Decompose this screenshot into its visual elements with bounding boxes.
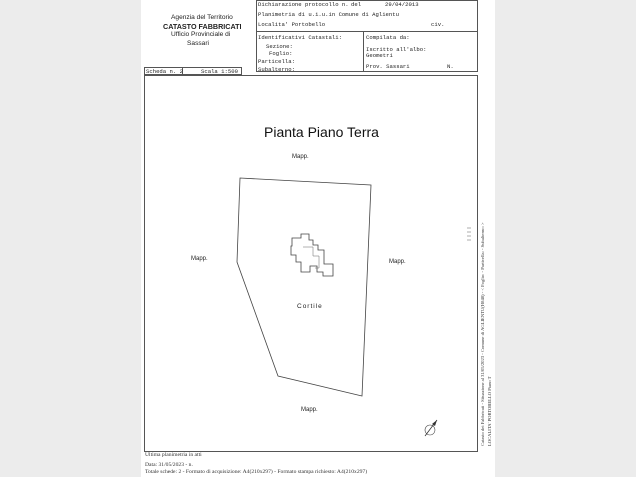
dichiarazione-date: 29/04/2013	[385, 1, 419, 8]
particella-label: Particella:	[258, 58, 295, 65]
dichiarazione-label: Dichiarazione protocollo n.	[258, 1, 349, 8]
n-label: N.	[447, 63, 454, 70]
iscritto-label: Iscritto all'albo:	[366, 46, 427, 53]
compilata-label: Compilata da:	[366, 34, 410, 41]
ufficio-provinciale: Ufficio Provinciale di	[171, 31, 231, 38]
footer-data: Data: 31/05/2023 - n.	[145, 462, 193, 468]
cadastral-plan-page	[141, 0, 495, 477]
mapp-top-label: Mapp.	[292, 154, 309, 160]
foglio-label: Foglio:	[269, 50, 293, 57]
cortile-label: Cortile	[297, 303, 323, 310]
mapp-left-label: Mapp.	[191, 256, 208, 262]
subalterno-label: Subalterno:	[258, 66, 295, 73]
scala-label: Scala 1:500	[201, 68, 238, 75]
catasto-fabbricati-title: CATASTO FABBRICATI	[163, 22, 242, 31]
identificativi-label: Identificativi Catastali:	[258, 34, 342, 41]
plan-title: Pianta Piano Terra	[264, 124, 379, 140]
mapp-bottom-label: Mapp.	[301, 407, 318, 413]
side-info-line2: LOCALITA' PORTOBELLO Piano T	[487, 376, 492, 446]
prov-label: Prov. Sassari	[366, 63, 410, 70]
scheda-label: Scheda n. 2	[146, 68, 183, 75]
mapp-right-label: Mapp.	[389, 259, 406, 265]
side-info-line1: Catasto dei Fabbricati - Situazione al 31/05/2023 - Comune di AGLIENTU(H848) - < Foglio: - Particella: - Subalterno: >	[480, 222, 485, 446]
iscritto-value: Geometri	[366, 52, 393, 59]
dichiarazione-del: del	[351, 1, 362, 8]
planimetria-line: Planimetria di u.i.u.in Comune di Aglientu	[258, 11, 399, 18]
sezione-label: Sezione:	[266, 43, 293, 50]
province-name: Sassari	[187, 40, 209, 47]
footer-totale: Totale schede: 2 - Formato di acquisizione: A4(210x297) - Formato stampa richiesto: A4(210x297)	[145, 469, 368, 475]
agency-name: Agenzia del Territorio	[171, 14, 233, 21]
localita-line: Localita' Portobello	[258, 21, 326, 28]
footer-ultima: Ultima planimetria in atti	[145, 452, 202, 458]
civ-label: civ.	[431, 21, 445, 28]
